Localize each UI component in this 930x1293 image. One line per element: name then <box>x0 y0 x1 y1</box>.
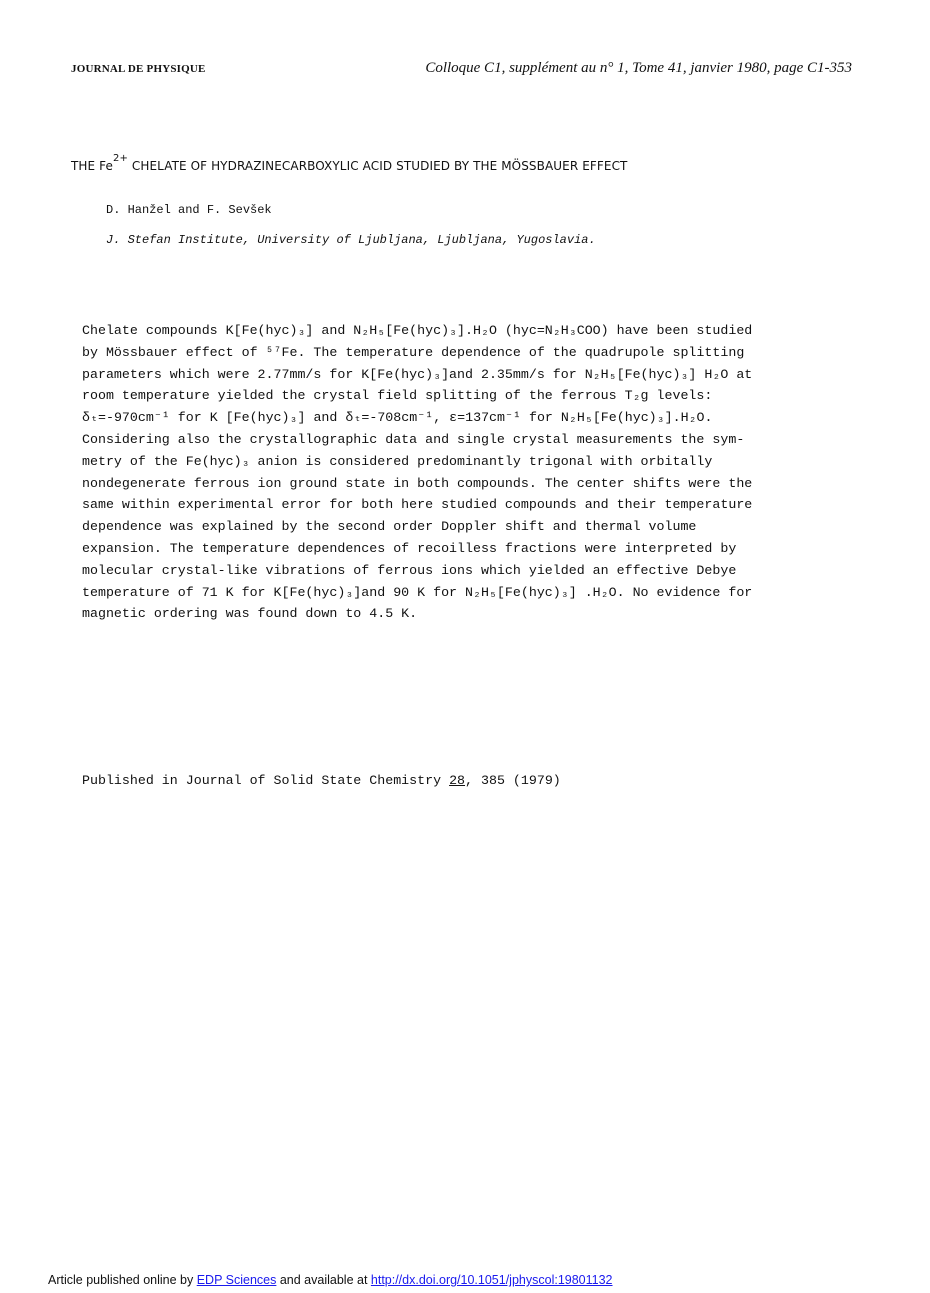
abstract <box>82 320 850 625</box>
issue-info: Colloque C1, supplément au n° 1, Tome 41, janvier 1980, page C1-353 <box>425 60 852 76</box>
abstract-line: molecular crystal-like vibrations of ferrous ions which yielded an effective Debye <box>82 562 737 578</box>
abstract-line: dependence was explained by the second order Doppler shift and thermal volume <box>82 519 697 535</box>
title-superscript: 2+ <box>112 153 128 164</box>
authors: D. Hanžel and F. Sevšek <box>106 203 272 217</box>
abstract-line: room temperature yielded the crystal field splitting of the ferrous T₂g levels: <box>82 388 713 404</box>
volume-number: 28 <box>449 773 466 788</box>
edp-sciences-link[interactable]: EDP Sciences <box>196 1273 277 1287</box>
journal-name: JOURNAL DE PHYSIQUE <box>71 63 206 75</box>
abstract-line: by Mössbauer effect of ⁵⁷Fe. The temperature dependence of the quadrupole splitting <box>82 344 745 360</box>
abstract-line: parameters which were 2.77mm/s for K[Fe(hyc)₃]and 2.35mm/s for N₂H₅[Fe(hyc)₃] H₂O at <box>82 366 753 382</box>
abstract-line: metry of the Fe(hyc)₃ anion is considered predominantly trigonal with orbitally <box>82 453 713 469</box>
abstract-line: temperature of 71 K for K[Fe(hyc)₃]and 90 K for N₂H₅[Fe(hyc)₃] .H₂O. No evidence for <box>82 584 753 600</box>
abstract-line: expansion. The temperature dependences of recoilless fractions were interpreted by <box>82 540 737 556</box>
abstract-line: nondegenerate ferrous ion ground state in both compounds. The center shifts were the <box>82 475 753 491</box>
abstract-line: δₜ=-970cm⁻¹ for K [Fe(hyc)₃] and δₜ=-708cm⁻¹, ε=137cm⁻¹ for N₂H₅[Fe(hyc)₃].H₂O. <box>82 410 713 426</box>
paper-title: THE $Fe^{2+}$ CHELATE OF HYDRAZINECARBOXYLIC ACID STUDIED BY THE MÖSSBAUER EFFECT <box>71 153 628 173</box>
publication-note: Published in Journal of Solid State Chemistry 28, 385 (1979) <box>82 773 561 788</box>
affiliation: J. Stefan Institute, University of Ljubljana, Ljubljana, Yugoslavia. <box>106 233 596 247</box>
abstract-line: Chelate compounds K[Fe(hyc)₃] and N₂H₅[Fe(hyc)₃].H₂O (hyc=N₂H₃COO) have been studied <box>82 323 753 338</box>
abstract-line: same within experimental error for both here studied compounds and their temperature <box>82 497 753 513</box>
abstract-line: magnetic ordering was found down to 4.5 K. <box>82 606 418 622</box>
abstract-line: Considering also the crystallographic data and single crystal measurements the sym- <box>82 431 745 447</box>
doi-link[interactable]: http://dx.doi.org/10.1051/jphyscol:19801132 <box>370 1273 613 1287</box>
footer-note: Article published online by EDP Sciences and available at http://dx.doi.org/10.1051/jphyscol:19801132 <box>48 1273 613 1287</box>
